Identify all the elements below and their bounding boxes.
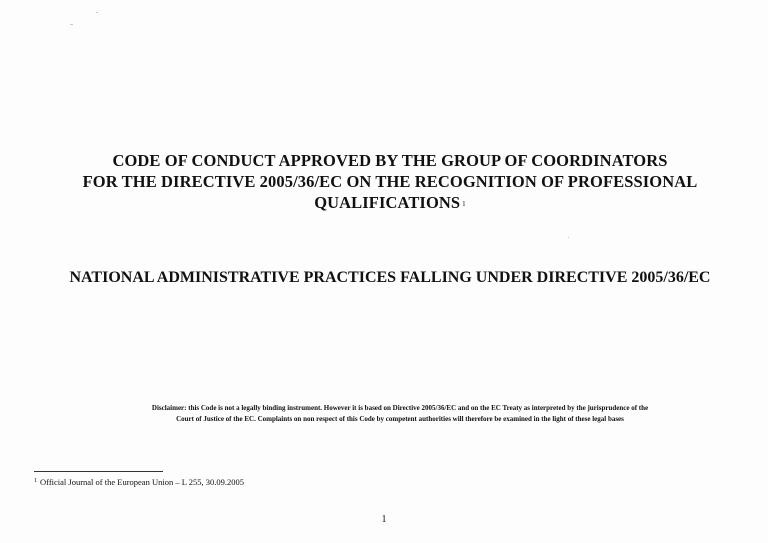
footnote-text: Official Journal of the European Union – L 255, 30.09.2005: [40, 477, 244, 487]
scan-speck: [70, 24, 73, 25]
scan-speck: [96, 12, 98, 13]
footnote-reference[interactable]: 1: [462, 200, 466, 208]
footnote-divider: [34, 471, 163, 472]
title-line-1: CODE OF CONDUCT APPROVED BY THE GROUP OF COORDINATORS: [112, 151, 668, 170]
title-line-3-text: QUALIFICATIONS: [314, 193, 461, 212]
disclaimer-line-1: Disclaimer: this Code is not a legally binding instrument. However it is based on Directive 2005/36/EC and on the EC Treaty as interpreted by the jurisprudence of the: [151, 404, 649, 412]
disclaimer-line-2: Court of Justice of the EC. Complaints on non respect of this Code by competent authorities will therefore be examined in the light of these legal bases: [176, 415, 624, 423]
footnote-marker: 1: [34, 478, 37, 484]
document-subtitle: NATIONAL ADMINISTRATIVE PRACTICES FALLING UNDER DIRECTIVE 2005/36/EC: [69, 269, 711, 286]
page-number: 1: [381, 514, 387, 525]
footnote: [34, 475, 244, 488]
title-line-2: FOR THE DIRECTIVE 2005/36/EC ON THE RECOGNITION OF PROFESSIONAL: [82, 172, 698, 191]
title-line-3: [40, 192, 740, 215]
document-title: [40, 150, 740, 215]
disclaimer: [60, 403, 740, 425]
scan-speck: [568, 237, 569, 238]
